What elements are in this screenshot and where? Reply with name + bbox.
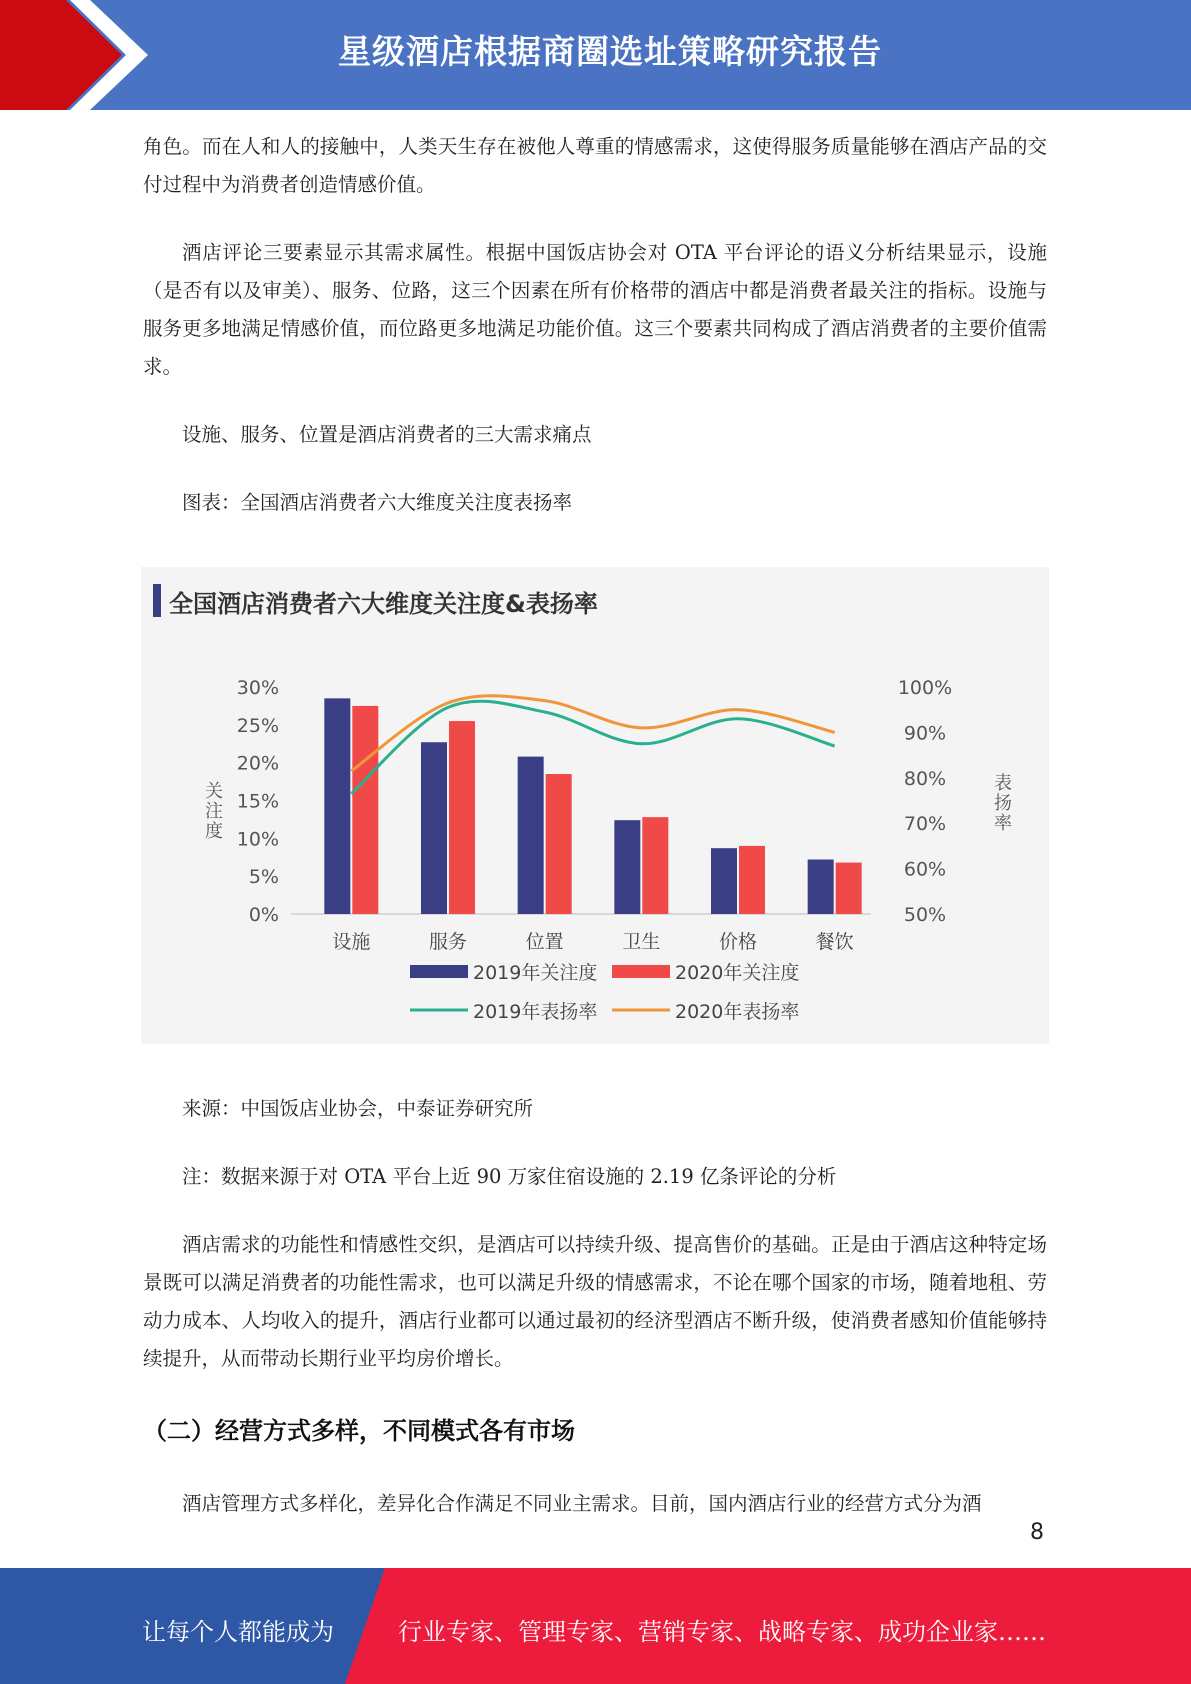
body-text-top — [143, 128, 1047, 522]
legend-swatch — [410, 965, 468, 978]
bar-2020-attention — [739, 846, 765, 914]
x-tick-label: 位置 — [525, 931, 564, 953]
footer-slogan-left: 让每个人都能成为 — [142, 1618, 334, 1646]
y-tick-label: 20% — [236, 752, 279, 775]
chart-svg — [141, 567, 1049, 1044]
body-text-last — [143, 1485, 1047, 1523]
y2-tick-label: 90% — [903, 722, 947, 745]
y-tick-label: 30% — [236, 677, 279, 699]
bar-2019-attention — [808, 860, 834, 914]
x-tick-label: 卫生 — [622, 931, 661, 953]
x-tick-label: 设施 — [332, 931, 371, 953]
paragraph-6: 酒店管理方式多样化，差异化合作满足不同业主需求。目前，国内酒店行业的经营方式分为酒 — [182, 1492, 982, 1515]
bar-2019-attention — [421, 742, 447, 914]
bar-2019-attention — [324, 698, 350, 914]
bar-2020-attention — [449, 721, 475, 914]
legend-label: 2019年关注度 — [473, 962, 598, 984]
y2-axis-label-char: 表 — [994, 773, 1012, 794]
chart-figure — [141, 567, 1049, 1044]
chart-title: 全国酒店消费者六大维度关注度&表扬率 — [169, 590, 598, 618]
page-footer — [0, 1568, 1191, 1684]
y2-tick-label: 60% — [903, 858, 947, 881]
page-number: 8 — [1030, 1520, 1044, 1545]
x-tick-label: 服务 — [428, 931, 468, 953]
report-title: 星级酒店根据商圈选址策略研究报告 — [338, 32, 882, 71]
body-text-bottom — [143, 1090, 1047, 1378]
y-tick-label: 0% — [248, 904, 279, 926]
y-tick-label: 5% — [248, 866, 279, 889]
bar-2020-attention — [546, 774, 572, 914]
legend-label: 2020年表扬率 — [675, 1001, 800, 1023]
bar-2020-attention — [836, 863, 862, 914]
legend-label: 2019年表扬率 — [473, 1001, 598, 1023]
bar-2020-attention — [642, 817, 668, 914]
footer-slogan-right: 行业专家、管理专家、营销专家、战略专家、成功企业家…… — [398, 1618, 1046, 1646]
paragraph-5: 酒店需求的功能性和情感性交织，是酒店可以持续升级、提高售价的基础。正是由于酒店这种特定场景既可以满足消费者的功能性需求，也可以满足升级的情感需求，不论在哪个国家的市场，随着地租、劳动力成本、人均收入的提升，酒店行业都可以通过最初的经济型酒店不断升级，使消费者感知价值能够持续提升，从而带动长期行业平均房价增长。 — [143, 1233, 1047, 1370]
y2-axis-label-char: 率 — [994, 813, 1012, 834]
legend-label: 2020年关注度 — [675, 962, 800, 984]
bar-2019-attention — [711, 848, 737, 914]
x-tick-label: 价格 — [718, 931, 758, 953]
bar-2019-attention — [614, 820, 640, 914]
y2-tick-label: 80% — [903, 767, 947, 790]
y-axis-label-char: 度 — [205, 821, 223, 842]
bar-2019-attention — [518, 757, 544, 914]
y2-axis-label-char: 扬 — [994, 793, 1012, 814]
x-tick-label: 餐饮 — [815, 931, 854, 953]
title-marker — [153, 584, 161, 617]
paragraph-3: 设施、服务、位置是酒店消费者的三大需求痛点 — [182, 423, 592, 446]
y-tick-label: 25% — [236, 714, 279, 737]
chart-caption: 图表：全国酒店消费者六大维度关注度表扬率 — [182, 491, 573, 514]
section-heading: （二）经营方式多样，不同模式各有市场 — [143, 1417, 575, 1445]
y2-tick-label: 100% — [897, 677, 953, 699]
y2-tick-label: 50% — [903, 904, 947, 926]
paragraph-2: 酒店评论三要素显示其需求属性。根据中国饭店协会对 OTA 平台评论的语义分析结果显示，设施（是否有以及审美）、服务、位路，这三个因素在所有价格带的酒店中都是消费者最关注的指标。设施与服务更多地满足情感价值，而位路更多地满足功能价值。这三个要素共同构成了酒店消费者的主要价值需求。 — [143, 241, 1047, 378]
bar-2020-attention — [352, 706, 378, 914]
y-axis-label-char: 关 — [205, 781, 223, 802]
y-axis-label-char: 注 — [205, 801, 223, 822]
data-note: 注：数据来源于对 OTA 平台上近 90 万家住宿设施的 2.19 亿条评论的分析 — [182, 1165, 837, 1188]
y-tick-label: 15% — [236, 790, 279, 813]
y2-tick-label: 70% — [903, 813, 947, 836]
legend-swatch — [612, 965, 670, 978]
page-header — [0, 0, 1191, 110]
source-note: 来源：中国饭店业协会，中泰证券研究所 — [182, 1097, 534, 1120]
y-tick-label: 10% — [236, 828, 279, 851]
paragraph-1: 角色。而在人和人的接触中，人类天生存在被他人尊重的情感需求，这使得服务质量能够在酒店产品的交付过程中为消费者创造情感价值。 — [143, 135, 1047, 196]
